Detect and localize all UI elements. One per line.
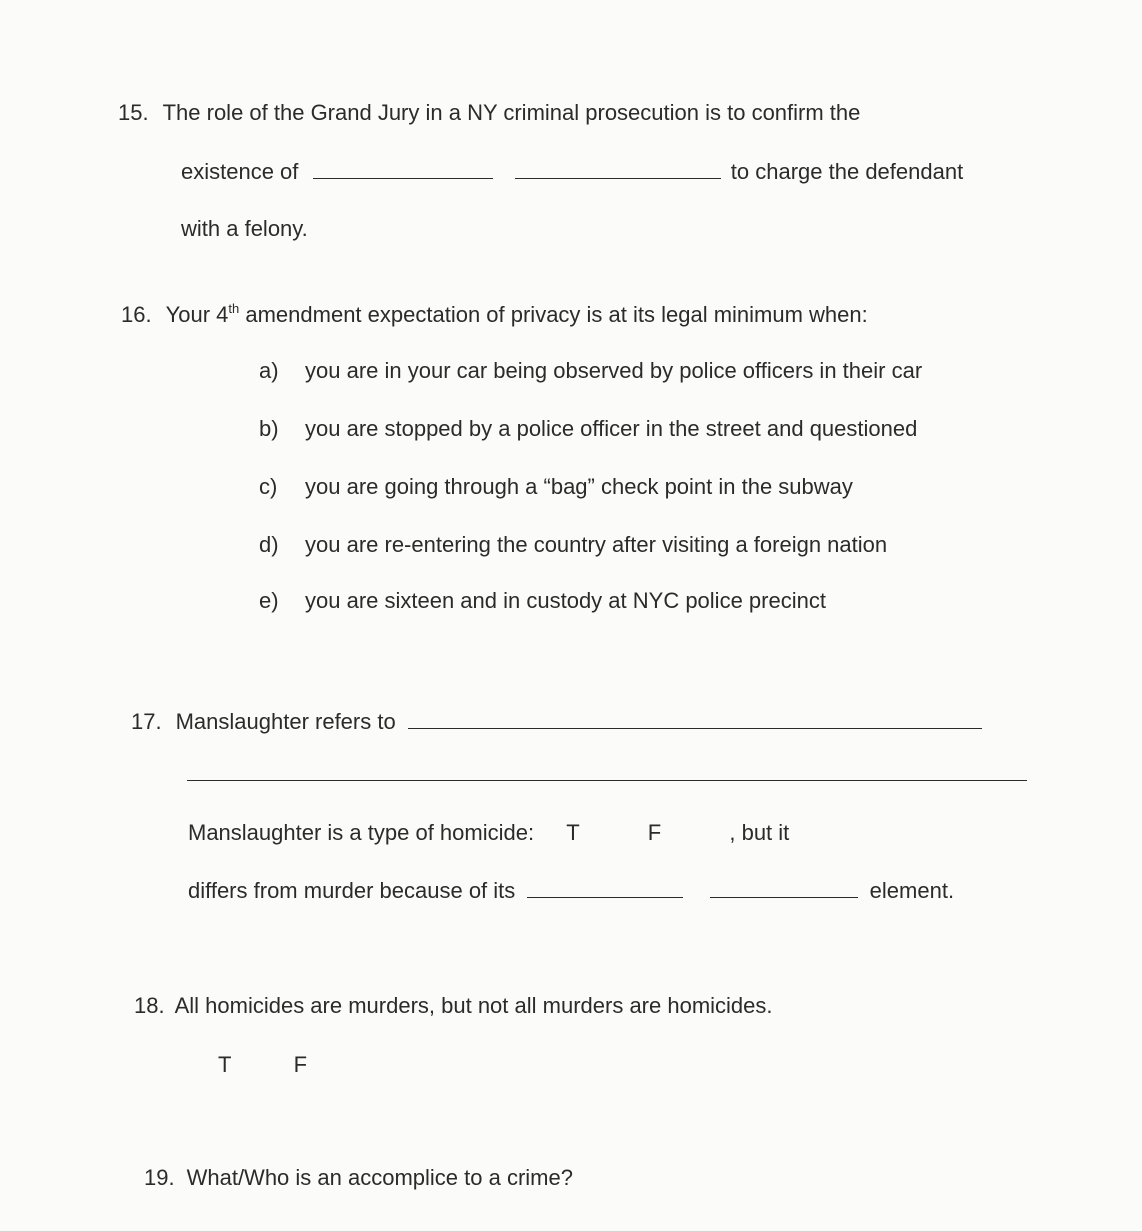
q18-tf-line	[218, 1052, 307, 1078]
q19-line	[144, 1165, 573, 1191]
q17-blank-definition-2[interactable]	[187, 760, 1027, 781]
q17-element: element.	[869, 878, 955, 903]
q16-option-a[interactable]	[259, 358, 922, 384]
q16-option-a-letter: a)	[259, 358, 279, 383]
q19-question: What/Who is an accomplice to a crime?	[186, 1165, 573, 1190]
q16-option-b-text: you are stopped by a police officer in the street and questioned	[305, 416, 918, 441]
q17-but-it: , but it	[729, 820, 790, 845]
q16-option-a-text: you are in your car being observed by police officers in their car	[305, 358, 923, 383]
q17-blank-definition-1[interactable]	[408, 708, 982, 729]
q16-prompt-line	[121, 302, 868, 328]
q15-to-charge: to charge the defendant	[730, 159, 964, 184]
q18-line	[134, 993, 773, 1019]
q15-existence-of: existence of	[181, 159, 299, 184]
q16-number: 16.	[121, 302, 152, 327]
q17-number: 17.	[131, 709, 162, 734]
q16-option-b[interactable]	[259, 416, 917, 442]
q17-tf-line	[188, 820, 789, 846]
q15-line3	[181, 216, 308, 242]
q16-option-b-letter: b)	[259, 416, 279, 441]
q16-prompt-end: amendment expectation of privacy is at its legal minimum when:	[239, 302, 868, 327]
q16-option-d[interactable]	[259, 532, 887, 558]
q15-blank-2[interactable]	[515, 158, 721, 179]
q17-line1	[131, 708, 982, 735]
q17-blank-element-2[interactable]	[710, 877, 858, 898]
q16-option-c[interactable]	[259, 474, 853, 500]
q17-differs-from: differs from murder because of its	[188, 878, 516, 903]
q16-option-c-text: you are going through a “bag” check point in the subway	[305, 474, 853, 499]
q15-prompt: The role of the Grand Jury in a NY criminal prosecution is to confirm the	[162, 100, 861, 125]
q17-false-option[interactable]: F	[647, 820, 662, 845]
q18-true-option[interactable]: T	[218, 1052, 232, 1077]
q17-line4	[188, 877, 954, 904]
q19-number: 19.	[144, 1165, 175, 1190]
q18-number: 18.	[134, 993, 165, 1018]
q17-true-option[interactable]: T	[566, 820, 580, 845]
q16-option-e[interactable]	[259, 588, 826, 614]
q18-statement: All homicides are murders, but not all murders are homicides.	[174, 993, 773, 1018]
q17-prompt: Manslaughter refers to	[175, 709, 396, 734]
q16-option-e-text: you are sixteen and in custody at NYC police precinct	[305, 588, 826, 613]
q15-blank-1[interactable]	[313, 158, 493, 179]
q18-false-option[interactable]: F	[293, 1052, 308, 1077]
q16-prompt-start: Your 4	[165, 302, 229, 327]
q16-option-e-letter: e)	[259, 588, 279, 613]
q16-option-d-text: you are re-entering the country after visiting a foreign nation	[305, 532, 888, 557]
q17-tf-prompt: Manslaughter is a type of homicide:	[188, 820, 535, 845]
q16-option-c-letter: c)	[259, 474, 278, 499]
q15-with-felony: with a felony.	[181, 216, 308, 241]
q17-blank-element-1[interactable]	[527, 877, 683, 898]
q15-line2	[181, 158, 963, 185]
q16-prompt-sup: th	[228, 301, 240, 316]
q15-line1	[118, 100, 860, 126]
q16-option-d-letter: d)	[259, 532, 279, 557]
q15-number: 15.	[118, 100, 149, 125]
